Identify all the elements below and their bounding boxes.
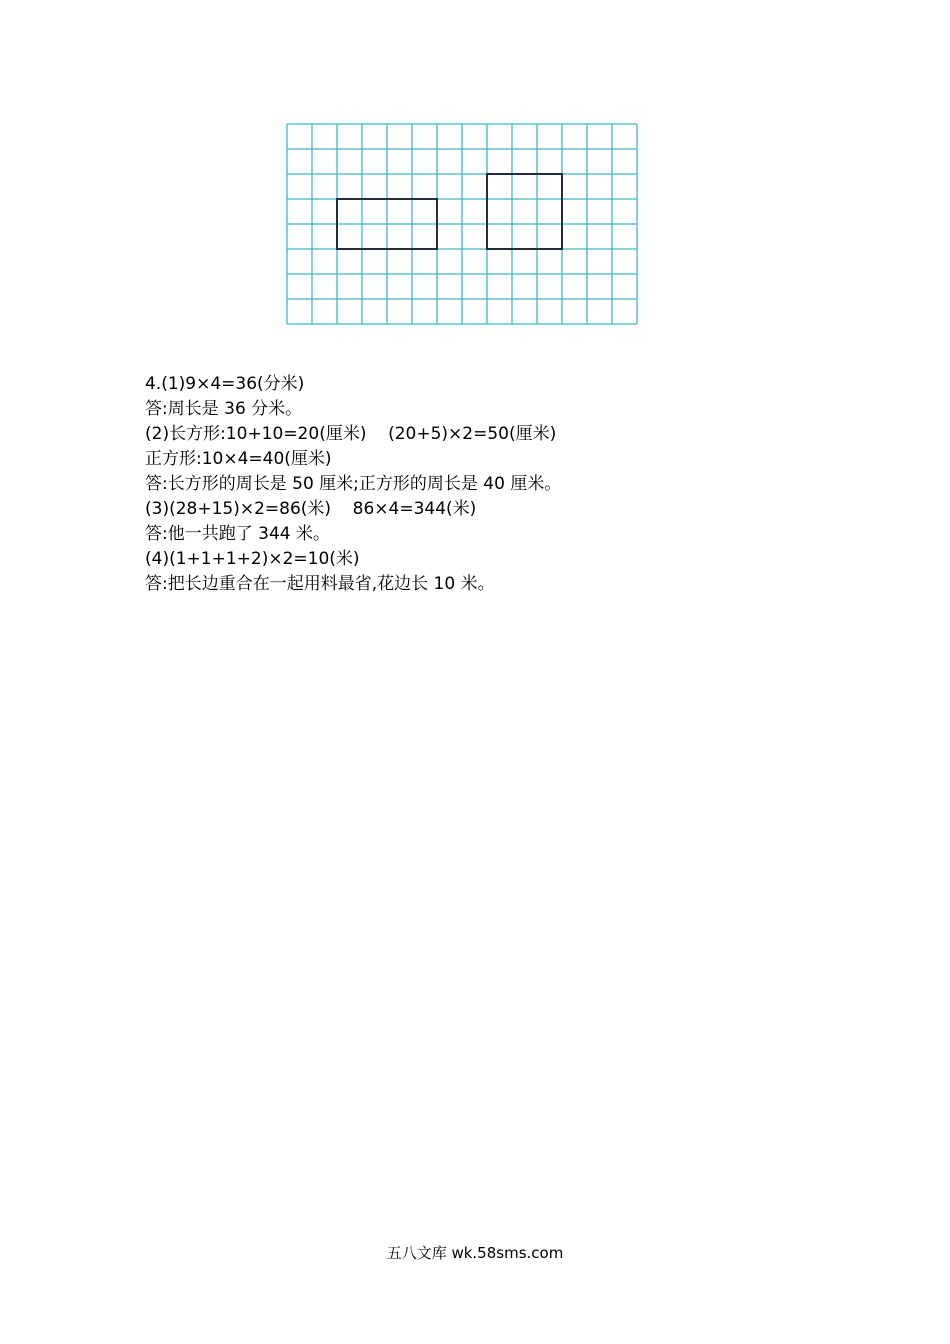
answer-line-q2-conclusion: 答:长方形的周长是 50 厘米;正方形的周长是 40 厘米。	[145, 474, 562, 494]
answer-line-q2-rectangle: (2)长方形:10+10=20(厘米) (20+5)×2=50(厘米)	[145, 424, 557, 444]
answer-line-q4: (4)(1+1+1+2)×2=10(米)	[145, 549, 360, 569]
answer-line-q1: 4.(1)9×4=36(分米)	[145, 374, 305, 394]
grid-figure	[286, 123, 638, 327]
answer-line-q3: (3)(28+15)×2=86(米) 86×4=344(米)	[145, 499, 477, 519]
answer-line-q3-conclusion: 答:他一共跑了 344 米。	[145, 524, 330, 544]
answer-line-q1-conclusion: 答:周长是 36 分米。	[145, 399, 303, 419]
answer-line-q2-square: 正方形:10×4=40(厘米)	[145, 449, 332, 469]
square-shape	[487, 174, 562, 249]
answer-section	[145, 372, 845, 597]
footer-watermark: 五八文库 wk.58sms.com	[386, 1244, 564, 1262]
answer-line-q4-conclusion: 答:把长边重合在一起用料最省,花边长 10 米。	[145, 574, 495, 594]
